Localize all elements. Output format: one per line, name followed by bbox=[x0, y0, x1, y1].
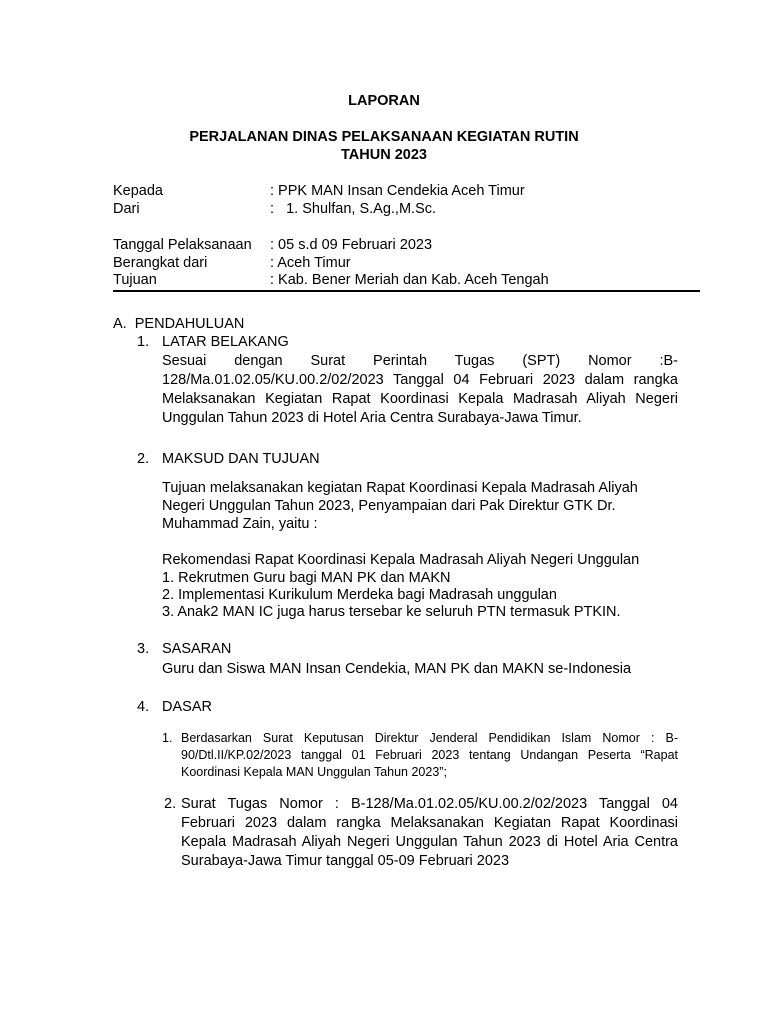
dasar2-text: Surat Tugas Nomor : B-128/Ma.01.02.05/KU.00.2/02/2023 Tanggal 04 Februari 2023 dalam rangka Melaksanakan Kegiatan Rapat Koordinasi Kepala Madrasah Aliyah Negeri Unggulan Tahun 2023 di Hotel Aria Centra Surabaya-Jawa Timur tanggal 05-09 Februari 2023 bbox=[181, 796, 678, 869]
item4-number: 4. bbox=[137, 699, 150, 715]
item2-rekomendasi: Rekomendasi Rapat Koordinasi Kepala Madrasah Aliyah Negeri Unggulan bbox=[162, 552, 640, 568]
item2-body-line2: Negeri Unggulan Tahun 2023, Penyampaian dari Pak Direktur GTK Dr. bbox=[162, 498, 616, 514]
tanggal-value: : 05 s.d 09 Februari 2023 bbox=[270, 237, 433, 253]
dari-value: : 1. Shulfan, S.Ag.,M.Sc. bbox=[270, 201, 437, 217]
section-a-heading: A. PENDAHULUAN bbox=[113, 316, 245, 332]
document-subtitle-line1: PERJALANAN DINAS PELAKSANAAN KEGIATAN RUTIN bbox=[189, 129, 579, 145]
item2-list-item: 3. Anak2 MAN IC juga harus tersebar ke seluruh PTN termasuk PTKIN. bbox=[162, 604, 621, 620]
item2-heading: MAKSUD DAN TUJUAN bbox=[162, 451, 320, 467]
tujuan-label: Tujuan bbox=[113, 272, 157, 288]
dasar1-text: Berdasarkan Surat Keputusan Direktur Jenderal Pendidikan Islam Nomor : B-90/Dtl.II/KP.02/2023 tanggal 01 Februari 2023 tentang Undangan Peserta “Rapat Koordinasi Kepala MAN Unggulan Tahun 2023”; bbox=[181, 731, 678, 779]
item1-body: Sesuai dengan Surat Perintah Tugas (SPT) Nomor :B-128/Ma.01.02.05/KU.00.2/02/2023 Tanggal 04 Februari 2023 dalam rangka Melaksanakan Kegiatan Rapat Koordinasi Kepala Madrasah Aliyah Negeri Unggulan Tahun 2023 di Hotel Aria Centra Surabaya-Jawa Timur. bbox=[162, 353, 678, 426]
horizontal-rule bbox=[113, 290, 700, 292]
document-subtitle-line2: TAHUN 2023 bbox=[341, 147, 427, 163]
document-title: LAPORAN bbox=[348, 93, 420, 109]
item1-number: 1. bbox=[137, 334, 150, 350]
item2-list-item: 2. Implementasi Kurikulum Merdeka bagi Madrasah unggulan bbox=[162, 587, 557, 603]
item3-number: 3. bbox=[137, 641, 150, 657]
berangkat-value: : Aceh Timur bbox=[270, 255, 351, 271]
item3-heading: SASARAN bbox=[162, 641, 232, 657]
berangkat-label: Berangkat dari bbox=[113, 255, 208, 271]
item2-body-line1: Tujuan melaksanakan kegiatan Rapat Koordinasi Kepala Madrasah Aliyah bbox=[162, 480, 638, 496]
item2-list-item: 1. Rekrutmen Guru bagi MAN PK dan MAKN bbox=[162, 570, 451, 586]
dasar2-number: 2. bbox=[164, 796, 177, 812]
item3-body: Guru dan Siswa MAN Insan Cendekia, MAN PK dan MAKN se-Indonesia bbox=[162, 661, 632, 677]
dari-label: Dari bbox=[113, 201, 140, 217]
item1-heading: LATAR BELAKANG bbox=[162, 334, 289, 350]
kepada-label: Kepada bbox=[113, 183, 163, 199]
item2-number: 2. bbox=[137, 451, 150, 467]
dasar1-number: 1. bbox=[162, 731, 173, 745]
item2-body-line3: Muhammad Zain, yaitu : bbox=[162, 516, 318, 532]
tanggal-label: Tanggal Pelaksanaan bbox=[113, 237, 252, 253]
item4-heading: DASAR bbox=[162, 699, 212, 715]
kepada-value: : PPK MAN Insan Cendekia Aceh Timur bbox=[270, 183, 525, 199]
tujuan-value: : Kab. Bener Meriah dan Kab. Aceh Tengah bbox=[270, 272, 549, 288]
